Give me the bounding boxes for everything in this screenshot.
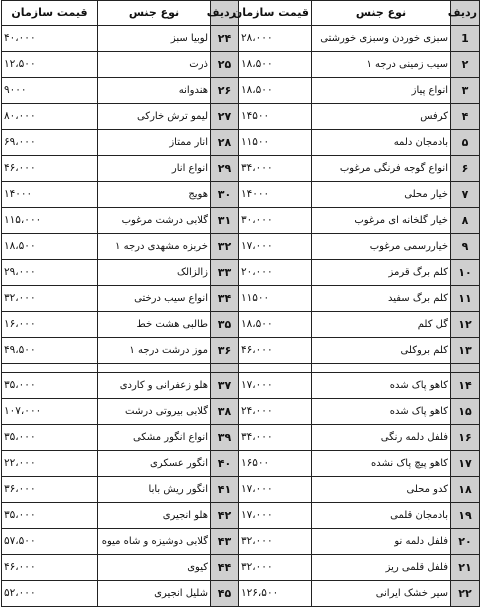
item-name: انواع انگور مشکی [98,425,211,451]
org-price: ۱۶۵۰۰ [239,451,312,477]
header-row-no-2: ردیف [211,1,239,26]
table-row [2,26,480,52]
org-price: ۱۴۵۰۰ [239,104,312,130]
row-number: ۲۰ [451,529,480,555]
row-number: ۳۲ [211,234,239,260]
row-number: ۲ [451,52,480,78]
org-price: ۳۴،۰۰۰ [239,156,312,182]
row-number: ۶ [451,156,480,182]
item-name: کرفس [312,104,451,130]
org-price: ۳۵،۰۰۰ [2,425,98,451]
row-number: ۳۰ [211,182,239,208]
item-name: ذرت [98,52,211,78]
item-name: انواع سیب درختی [98,286,211,312]
org-price: ۶۹،۰۰۰ [2,130,98,156]
row-number: ۹ [451,234,480,260]
row-number: ۱۱ [451,286,480,312]
org-price: ۲۴،۰۰۰ [239,399,312,425]
org-price: ۱۰۷،۰۰۰ [2,399,98,425]
row-number: ۵ [451,130,480,156]
item-name: انگور عسکری [98,451,211,477]
item-name: طالبی هشت خط [98,312,211,338]
item-name: انواع گوجه فرنگی مرغوب [312,156,451,182]
org-price: ۱۱۵۰۰ [239,130,312,156]
row-number: ۳ [451,78,480,104]
item-name: گلابی بیروتی درشت [98,399,211,425]
table-row [2,451,480,477]
row-number: ۳۷ [211,373,239,399]
item-name: کلم برگ قرمز [312,260,451,286]
org-price: ۱۸،۵۰۰ [239,78,312,104]
header-row-no: ردیف [451,1,480,26]
item-name: فلفل دلمه نو [312,529,451,555]
row-number: ۱۹ [451,503,480,529]
item-name: لیمو ترش خارکی [98,104,211,130]
item-name: هندوانه [98,78,211,104]
org-price: ۳۲،۰۰۰ [239,555,312,581]
item-name: زالزالک [98,260,211,286]
item-name: کاهو پاک شده [312,399,451,425]
item-name: سبزی خوردن وسبزی خورشتی [312,26,451,52]
row-number: ۷ [451,182,480,208]
row-number: ۴۰ [211,451,239,477]
row-number: ۴۱ [211,477,239,503]
table-row [2,425,480,451]
org-price: ۱۷،۰۰۰ [239,477,312,503]
item-name: کاهو پیچ پاک نشده [312,451,451,477]
item-name: هلو زعفرانی و کاردی [98,373,211,399]
org-price: ۳۴،۰۰۰ [239,425,312,451]
table-row [2,260,480,286]
row-number: ۴۵ [211,581,239,607]
org-price: ۱۶،۰۰۰ [2,312,98,338]
row-number: ۴۲ [211,503,239,529]
price-table [1,0,480,607]
item-name: کدو محلی [312,477,451,503]
org-price: ۳۵،۰۰۰ [2,503,98,529]
table-row [2,338,480,364]
table-row [2,130,480,156]
org-price: ۱۸،۵۰۰ [239,312,312,338]
row-number: ۱۰ [451,260,480,286]
org-price: ۱۷،۰۰۰ [239,373,312,399]
item-name: انار ممتاز [98,130,211,156]
org-price: ۴۹،۵۰۰ [2,338,98,364]
org-price: ۴۶،۰۰۰ [2,555,98,581]
table-row [2,503,480,529]
row-number: ۳۴ [211,286,239,312]
org-price: ۱۴۰۰۰ [239,182,312,208]
row-number: ۱۲ [451,312,480,338]
item-name: گلابی دوشیزه و شاه میوه [98,529,211,555]
row-number: ۴۴ [211,555,239,581]
org-price: ۱۱۵۰۰ [239,286,312,312]
org-price: ۵۷،۵۰۰ [2,529,98,555]
org-price: ۱۸،۵۰۰ [2,234,98,260]
org-price: ۳۲،۰۰۰ [2,286,98,312]
item-name: خیار محلی [312,182,451,208]
table-row [2,581,480,607]
row-number: ۱۴ [451,373,480,399]
org-price: ۸۰،۰۰۰ [2,104,98,130]
table-row [2,52,480,78]
table-row [2,529,480,555]
item-name: بادمجان قلمی [312,503,451,529]
table-row [2,156,480,182]
item-name: هویج [98,182,211,208]
row-number: ۱۷ [451,451,480,477]
item-name: انگور ریش بابا [98,477,211,503]
org-price: ۱۸،۵۰۰ [239,52,312,78]
item-name: شلیل انجیری [98,581,211,607]
org-price: ۱۷،۰۰۰ [239,234,312,260]
row-number: ۳۹ [211,425,239,451]
row-number: ۲۱ [451,555,480,581]
row-number: ۱۵ [451,399,480,425]
section-gap-row [2,364,480,373]
row-number: ۳۵ [211,312,239,338]
item-name: خیار گلخانه ای مرغوب [312,208,451,234]
org-price: ۲۹،۰۰۰ [2,260,98,286]
org-price: ۳۵،۰۰۰ [2,373,98,399]
org-price: ۲۰،۰۰۰ [239,260,312,286]
row-number: ۳۸ [211,399,239,425]
header-item-name-2: نوع جنس [98,1,211,26]
table-row [2,312,480,338]
table-body-first [2,26,480,364]
item-name: لوبیا سبز [98,26,211,52]
org-price: ۳۶،۰۰۰ [2,477,98,503]
row-number: ۲۹ [211,156,239,182]
item-name: فلفل قلمی ریز [312,555,451,581]
table-row [2,234,480,260]
item-name: انواع انار [98,156,211,182]
org-price: ۲۲،۰۰۰ [2,451,98,477]
table-row [2,555,480,581]
org-price: ۹۰۰۰ [2,78,98,104]
header-item-name: نوع جنس [312,1,451,26]
org-price: ۱۲،۵۰۰ [2,52,98,78]
org-price: ۴۰،۰۰۰ [2,26,98,52]
item-name: گلابی درشت مرغوب [98,208,211,234]
table-row [2,399,480,425]
item-name: خیاررسمی مرغوب [312,234,451,260]
row-number: ۳۶ [211,338,239,364]
org-price: ۵۲،۰۰۰ [2,581,98,607]
org-price: ۱۲۶،۵۰۰ [239,581,312,607]
row-number: ۴ [451,104,480,130]
header-row [2,1,480,26]
row-number: ۲۴ [211,26,239,52]
table-row [2,208,480,234]
org-price: ۱۱۵،۰۰۰ [2,208,98,234]
row-number: ۲۶ [211,78,239,104]
org-price: ۳۰،۰۰۰ [239,208,312,234]
header-org-price: قیمت سازمان [239,1,312,26]
item-name: هلو انجیری [98,503,211,529]
table-body-second [2,373,480,607]
table-row [2,477,480,503]
org-price: ۲۸،۰۰۰ [239,26,312,52]
row-number: ۱۸ [451,477,480,503]
row-number: ۲۸ [211,130,239,156]
item-name: موز درشت درجه ۱ [98,338,211,364]
table-row [2,286,480,312]
item-name: کلم برگ سفید [312,286,451,312]
org-price: ۴۶،۰۰۰ [2,156,98,182]
org-price: ۱۴۰۰۰ [2,182,98,208]
row-number: ۳۳ [211,260,239,286]
org-price: ۱۷،۰۰۰ [239,503,312,529]
item-name: انواع پیاز [312,78,451,104]
header-org-price-2: قیمت سازمان [2,1,98,26]
row-number: ۲۲ [451,581,480,607]
item-name: سیب زمینی درجه ۱ [312,52,451,78]
table-row [2,104,480,130]
table-gap [2,364,480,373]
row-number: ۲۵ [211,52,239,78]
table-row [2,182,480,208]
table-row [2,78,480,104]
row-number: ۱۶ [451,425,480,451]
row-number: ۱۳ [451,338,480,364]
table-row [2,373,480,399]
row-number: ۳۱ [211,208,239,234]
item-name: فلفل دلمه رنگی [312,425,451,451]
row-number: 1 [451,26,480,52]
item-name: سیر خشک ایرانی [312,581,451,607]
row-number: ۸ [451,208,480,234]
item-name: کیوی [98,555,211,581]
row-number: ۴۳ [211,529,239,555]
org-price: ۴۶،۰۰۰ [239,338,312,364]
item-name: بادمجان دلمه [312,130,451,156]
item-name: کاهو پاک شده [312,373,451,399]
row-number: ۲۷ [211,104,239,130]
item-name: خربزه مشهدی درجه ۱ [98,234,211,260]
org-price: ۳۲،۰۰۰ [239,529,312,555]
item-name: گل کلم [312,312,451,338]
item-name: کلم بروکلی [312,338,451,364]
